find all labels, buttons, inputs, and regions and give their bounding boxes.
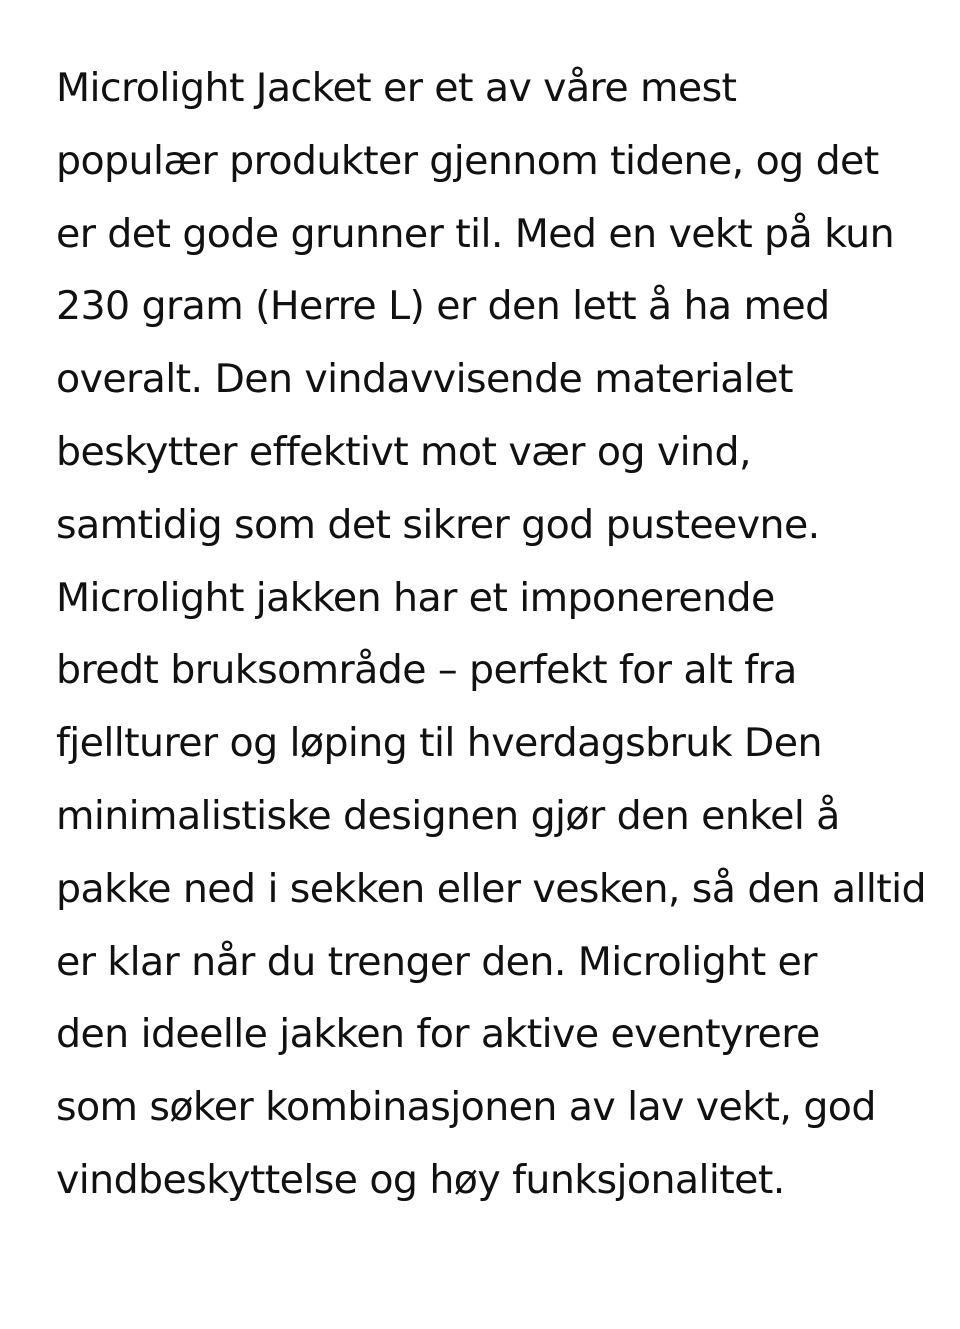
description-line: som søker kombinasjonen av lav vekt, god <box>56 1084 876 1131</box>
description-line: populær produkter gjennom tidene, og det <box>56 137 879 184</box>
description-line: fjellturer og løping til hverdagsbruk Den <box>56 720 822 767</box>
description-line: 230 gram (Herre L) er den lett å ha med <box>56 283 830 330</box>
description-line: bredt bruksområde – perfekt for alt fra <box>56 647 797 694</box>
description-line: Microlight jakken har et imponerende <box>56 574 775 621</box>
description-line: vindbeskyttelse og høy funksjonalitet. <box>56 1156 785 1203</box>
description-line: Microlight Jacket er et av våre mest <box>56 65 737 111</box>
description-line: er klar når du trenger den. Microlight er <box>56 938 817 985</box>
description-line: minimalistiske designen gjør den enkel å <box>56 792 840 839</box>
description-line: samtidig som det sikrer god pusteevne. <box>56 501 820 548</box>
description-line: er det gode grunner til. Med en vekt på kun <box>56 210 895 257</box>
product-description <box>56 52 956 1217</box>
description-line: overalt. Den vindavvisende materialet <box>56 356 793 403</box>
description-line: beskytter effektivt mot vær og vind, <box>56 428 751 475</box>
description-line: den ideelle jakken for aktive eventyrere <box>56 1011 820 1058</box>
description-line: pakke ned i sekken eller vesken, så den alltid <box>56 865 927 912</box>
